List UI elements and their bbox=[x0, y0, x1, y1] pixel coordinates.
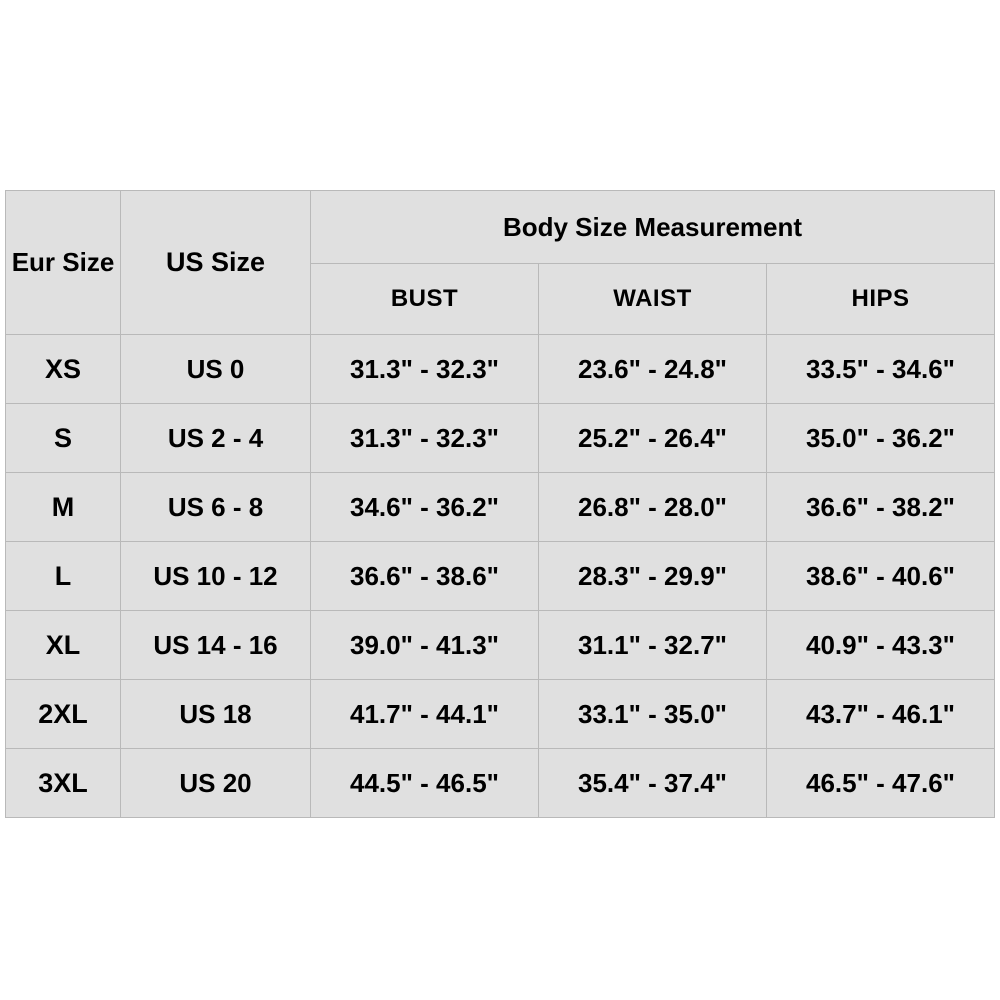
table-row bbox=[6, 335, 995, 404]
cell-waist: 26.8" - 28.0" bbox=[539, 473, 767, 542]
table-row bbox=[6, 749, 995, 818]
cell-bust: 34.6" - 36.2" bbox=[311, 473, 539, 542]
cell-waist: 23.6" - 24.8" bbox=[539, 335, 767, 404]
cell-us-size: US 0 bbox=[121, 335, 311, 404]
cell-waist: 35.4" - 37.4" bbox=[539, 749, 767, 818]
cell-us-size: US 18 bbox=[121, 680, 311, 749]
cell-waist: 33.1" - 35.0" bbox=[539, 680, 767, 749]
cell-bust: 31.3" - 32.3" bbox=[311, 404, 539, 473]
table-row bbox=[6, 611, 995, 680]
cell-hips: 43.7" - 46.1" bbox=[767, 680, 995, 749]
cell-eur-size: 3XL bbox=[6, 749, 121, 818]
cell-eur-size: 2XL bbox=[6, 680, 121, 749]
header-us-size: US Size bbox=[121, 191, 311, 335]
cell-hips: 38.6" - 40.6" bbox=[767, 542, 995, 611]
cell-eur-size: L bbox=[6, 542, 121, 611]
header-bust: BUST bbox=[311, 264, 539, 335]
cell-eur-size: S bbox=[6, 404, 121, 473]
cell-hips: 35.0" - 36.2" bbox=[767, 404, 995, 473]
table-row bbox=[6, 680, 995, 749]
cell-hips: 33.5" - 34.6" bbox=[767, 335, 995, 404]
cell-waist: 25.2" - 26.4" bbox=[539, 404, 767, 473]
size-chart-container bbox=[5, 190, 995, 818]
cell-us-size: US 14 - 16 bbox=[121, 611, 311, 680]
table-row bbox=[6, 542, 995, 611]
cell-bust: 31.3" - 32.3" bbox=[311, 335, 539, 404]
cell-eur-size: M bbox=[6, 473, 121, 542]
cell-waist: 28.3" - 29.9" bbox=[539, 542, 767, 611]
table-row bbox=[6, 473, 995, 542]
size-chart-table bbox=[5, 190, 995, 818]
table-header bbox=[6, 191, 995, 335]
header-body-size-measurement: Body Size Measurement bbox=[311, 191, 995, 264]
cell-us-size: US 6 - 8 bbox=[121, 473, 311, 542]
cell-bust: 44.5" - 46.5" bbox=[311, 749, 539, 818]
cell-us-size: US 2 - 4 bbox=[121, 404, 311, 473]
cell-hips: 46.5" - 47.6" bbox=[767, 749, 995, 818]
cell-bust: 39.0" - 41.3" bbox=[311, 611, 539, 680]
cell-eur-size: XL bbox=[6, 611, 121, 680]
cell-hips: 36.6" - 38.2" bbox=[767, 473, 995, 542]
cell-waist: 31.1" - 32.7" bbox=[539, 611, 767, 680]
cell-us-size: US 20 bbox=[121, 749, 311, 818]
cell-eur-size: XS bbox=[6, 335, 121, 404]
header-eur-size: Eur Size bbox=[6, 191, 121, 335]
cell-bust: 41.7" - 44.1" bbox=[311, 680, 539, 749]
cell-us-size: US 10 - 12 bbox=[121, 542, 311, 611]
cell-bust: 36.6" - 38.6" bbox=[311, 542, 539, 611]
cell-hips: 40.9" - 43.3" bbox=[767, 611, 995, 680]
table-row bbox=[6, 404, 995, 473]
table-body bbox=[6, 335, 995, 818]
header-waist: WAIST bbox=[539, 264, 767, 335]
header-hips: HIPS bbox=[767, 264, 995, 335]
header-row-top bbox=[6, 191, 995, 264]
